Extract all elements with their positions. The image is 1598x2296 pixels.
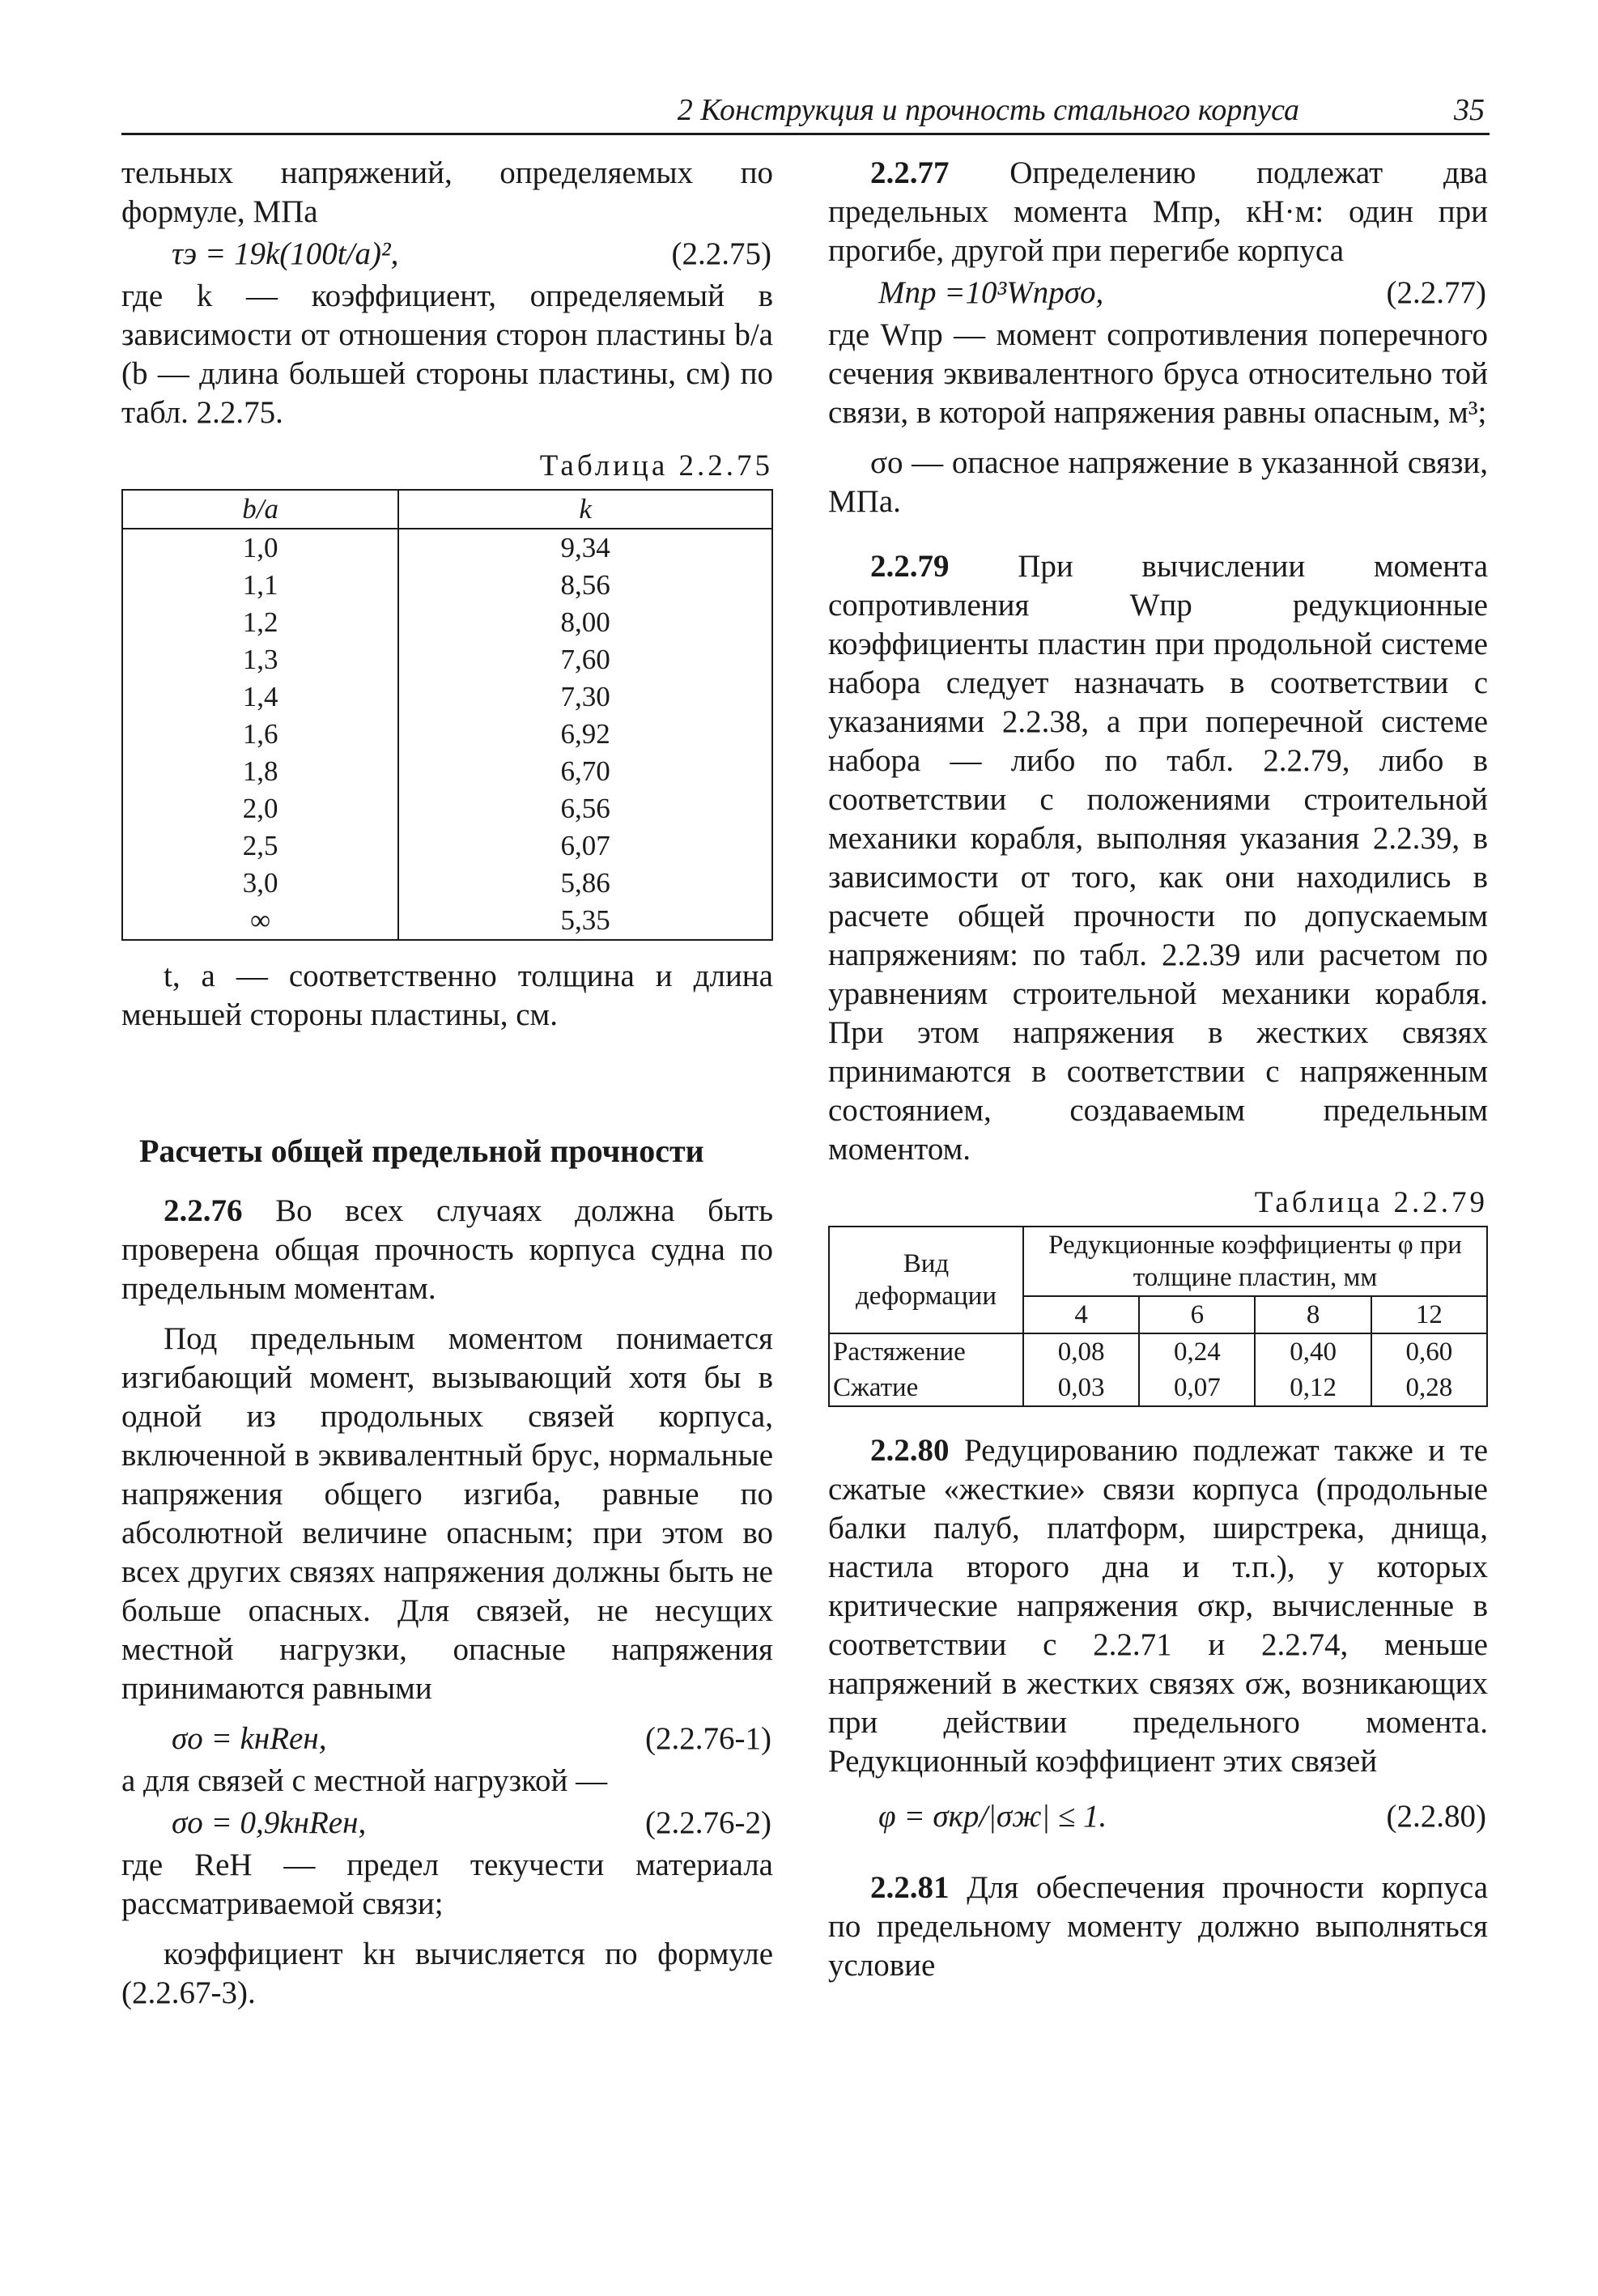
- formula-expression: φ = σкр/|σж| ≤ 1.: [878, 1799, 1107, 1834]
- table-row: [122, 902, 772, 940]
- table-body: [122, 529, 772, 940]
- table-cell: 0,03: [1023, 1370, 1139, 1406]
- paragraph: тельных напряжений, определяемых по формуле, МПа: [121, 155, 773, 229]
- clause-text: Для обеспечения прочности корпуса по предельному моменту должно выполняться условие: [828, 1870, 1489, 1983]
- row-label: Сжатие: [829, 1370, 1023, 1406]
- table-2-2-75: [121, 489, 773, 941]
- k-cell: 6,07: [398, 827, 772, 865]
- k-cell: 6,70: [398, 753, 772, 790]
- formula-number: (2.2.77): [1386, 275, 1486, 310]
- k-cell: 9,34: [398, 529, 772, 567]
- paragraph: где k — коэффициент, определяемый в зависимости от отношения сторон пластины b/a (b — длина большей стороны пластины, см) по табл. 2.2.75.: [121, 278, 773, 430]
- table-2-2-79: [828, 1226, 1488, 1407]
- table-header-ba: b/a: [122, 490, 398, 529]
- k-cell: 5,35: [398, 902, 772, 940]
- formula-expression: σo = kнReн,: [172, 1721, 327, 1756]
- table-row: [122, 716, 772, 753]
- table-row: [122, 604, 772, 641]
- table-cell: 0,24: [1139, 1333, 1255, 1370]
- header-title: 2 Конструкция и прочность стального корпуса: [677, 93, 1299, 127]
- clause-number: 2.2.77: [870, 155, 950, 190]
- table-row: [122, 827, 772, 865]
- left-column: [121, 154, 773, 2013]
- paragraph: а для связей с местной нагрузкой —: [121, 1763, 608, 1798]
- paragraph-2-2-79: [828, 547, 1488, 1169]
- right-column: [828, 154, 1488, 1985]
- clause-text: Во всех случаях должна быть проверена общая прочность корпуса судна по предельным моментам.: [121, 1193, 773, 1306]
- formula-2-2-76-2: [121, 1804, 773, 1843]
- k-cell: 8,56: [398, 567, 772, 604]
- table-caption: Таблица 2.2.75: [539, 449, 773, 483]
- clause-number: 2.2.81: [870, 1870, 950, 1905]
- table-cell: 0,28: [1371, 1370, 1487, 1406]
- paragraph: σo — опасное напряжение в указанной связи, МПа.: [828, 445, 1488, 519]
- ratio-cell: 1,6: [122, 716, 398, 753]
- paragraph-2-2-77: [828, 154, 1488, 270]
- paragraph: Под предельным моментом понимается изгибающий момент, вызывающий хотя бы в одной из продольных связей корпуса, включенной в эквивалентный брус, нормальные напряжения общего изгиба, равные по абсолютной величине опасным; при этом во всех других связях напряжения должны быть не больше опасных. Для связей, не несущих местной нагрузки, опасные напряжения принимаются равными: [121, 1321, 773, 1706]
- thickness-6: 6: [1139, 1296, 1255, 1333]
- formula-2-2-76-1: [121, 1720, 773, 1758]
- table-caption: Таблица 2.2.79: [1254, 1186, 1488, 1219]
- formula-number: (2.2.80): [1386, 1799, 1486, 1834]
- table-row: [122, 641, 772, 678]
- k-cell: 7,60: [398, 641, 772, 678]
- k-cell: 6,92: [398, 716, 772, 753]
- clause-number: 2.2.79: [870, 549, 950, 584]
- table-row: [829, 1370, 1487, 1406]
- table-cell: 0,60: [1371, 1333, 1487, 1370]
- page-number: 35: [1454, 93, 1485, 127]
- paragraph: t, a — соответственно толщина и длина меньшей стороны пластины, см.: [121, 959, 773, 1032]
- row-label: Растяжение: [829, 1333, 1023, 1370]
- thickness-4: 4: [1023, 1296, 1139, 1333]
- running-header: [121, 87, 1490, 135]
- clause-number: 2.2.76: [164, 1193, 243, 1228]
- k-cell: 8,00: [398, 604, 772, 641]
- clause-text: Редуцированию подлежат также и те сжатые «жесткие» связи корпуса (продольные балки палуб, платформ, ширстрека, днища, настила второго дна и т.п.), у которых критические напряжения σкр, вычисленные в соответствии с 2.2.71 и 2.2.74, меньше напряжений в жестких связях σж, возникающих при действии предельного момента. Редукционный коэффициент этих связей: [828, 1433, 1489, 1779]
- table-cell: 0,40: [1255, 1333, 1371, 1370]
- formula-expression: σo = 0,9kнReн,: [172, 1805, 367, 1840]
- formula-number: (2.2.75): [671, 236, 771, 271]
- formula-2-2-77: [828, 274, 1488, 313]
- formula-2-2-75: [121, 235, 773, 274]
- k-cell: 6,56: [398, 790, 772, 827]
- paragraph: коэффициент kн вычисляется по формуле (2.2.67-3).: [121, 1937, 773, 2010]
- ratio-cell: 2,5: [122, 827, 398, 865]
- clause-text: При вычислении момента сопротивления Wпр редукционные коэффициенты пластин при продольной системе набора следует назначать в соответствии с указаниями 2.2.38, а при поперечной системе набора — либо по табл. 2.2.79, либо в соответствии с положениями строительной механики корабля, выполняя указания 2.2.39, в зависимости от того, как они находились в расчете общей прочности по допускаемым напряжениям: по табл. 2.2.39 или расчетом по уравнениям строительной механики корабля. При этом напряжения в жестких связях принимаются в соответствии с напряженным состоянием, создаваемым предельным моментом.: [828, 549, 1489, 1167]
- clause-text: Определению подлежат два предельных момента Mпр, кН·м: один при прогибе, другой при перегибе корпуса: [828, 155, 1488, 268]
- paragraph-2-2-80: [828, 1431, 1488, 1781]
- formula-2-2-80: [828, 1797, 1488, 1836]
- ratio-cell: 1,4: [122, 678, 398, 716]
- table-row: [122, 753, 772, 790]
- ratio-cell: 1,0: [122, 529, 398, 567]
- ratio-cell: 3,0: [122, 865, 398, 902]
- formula-expression: τэ = 19k(100t/a)²,: [172, 236, 399, 271]
- ratio-cell: 1,3: [122, 641, 398, 678]
- ratio-cell: ∞: [122, 902, 398, 940]
- table-row: [122, 865, 772, 902]
- ratio-cell: 1,2: [122, 604, 398, 641]
- table-cell: 0,07: [1139, 1370, 1255, 1406]
- formula-number: (2.2.76-1): [645, 1721, 771, 1756]
- section-heading: Расчеты общей предельной прочности: [139, 1133, 704, 1169]
- ratio-cell: 1,8: [122, 753, 398, 790]
- table-cell: 0,08: [1023, 1333, 1139, 1370]
- table-row: [122, 678, 772, 716]
- ratio-cell: 2,0: [122, 790, 398, 827]
- ratio-cell: 1,1: [122, 567, 398, 604]
- table-row: [829, 1333, 1487, 1370]
- table-header-k: k: [398, 490, 772, 529]
- thickness-8: 8: [1255, 1296, 1371, 1333]
- k-cell: 7,30: [398, 678, 772, 716]
- clause-number: 2.2.80: [870, 1433, 950, 1468]
- paragraph-2-2-76: [121, 1192, 773, 1308]
- thickness-12: 12: [1371, 1296, 1487, 1333]
- table-cell: 0,12: [1255, 1370, 1371, 1406]
- k-cell: 5,86: [398, 865, 772, 902]
- paragraph: где Wпр — момент сопротивления поперечного сечения эквивалентного бруса относительно той связи, в которой напряжения равны опасным, м³;: [828, 317, 1488, 430]
- table-row: [122, 567, 772, 604]
- paragraph-2-2-81: [828, 1869, 1488, 1985]
- table-row: [122, 529, 772, 567]
- formula-number: (2.2.76-2): [645, 1805, 771, 1840]
- table-group-header: Редукционные коэффициенты φ при толщине пластин, мм: [1023, 1227, 1487, 1296]
- table-row: [122, 790, 772, 827]
- formula-expression: Mпр =10³Wпрσo,: [878, 275, 1104, 310]
- paragraph: где ReH — предел текучести материала рассматриваемой связи;: [121, 1847, 773, 1921]
- table-row-header: Вид деформации: [829, 1227, 1023, 1333]
